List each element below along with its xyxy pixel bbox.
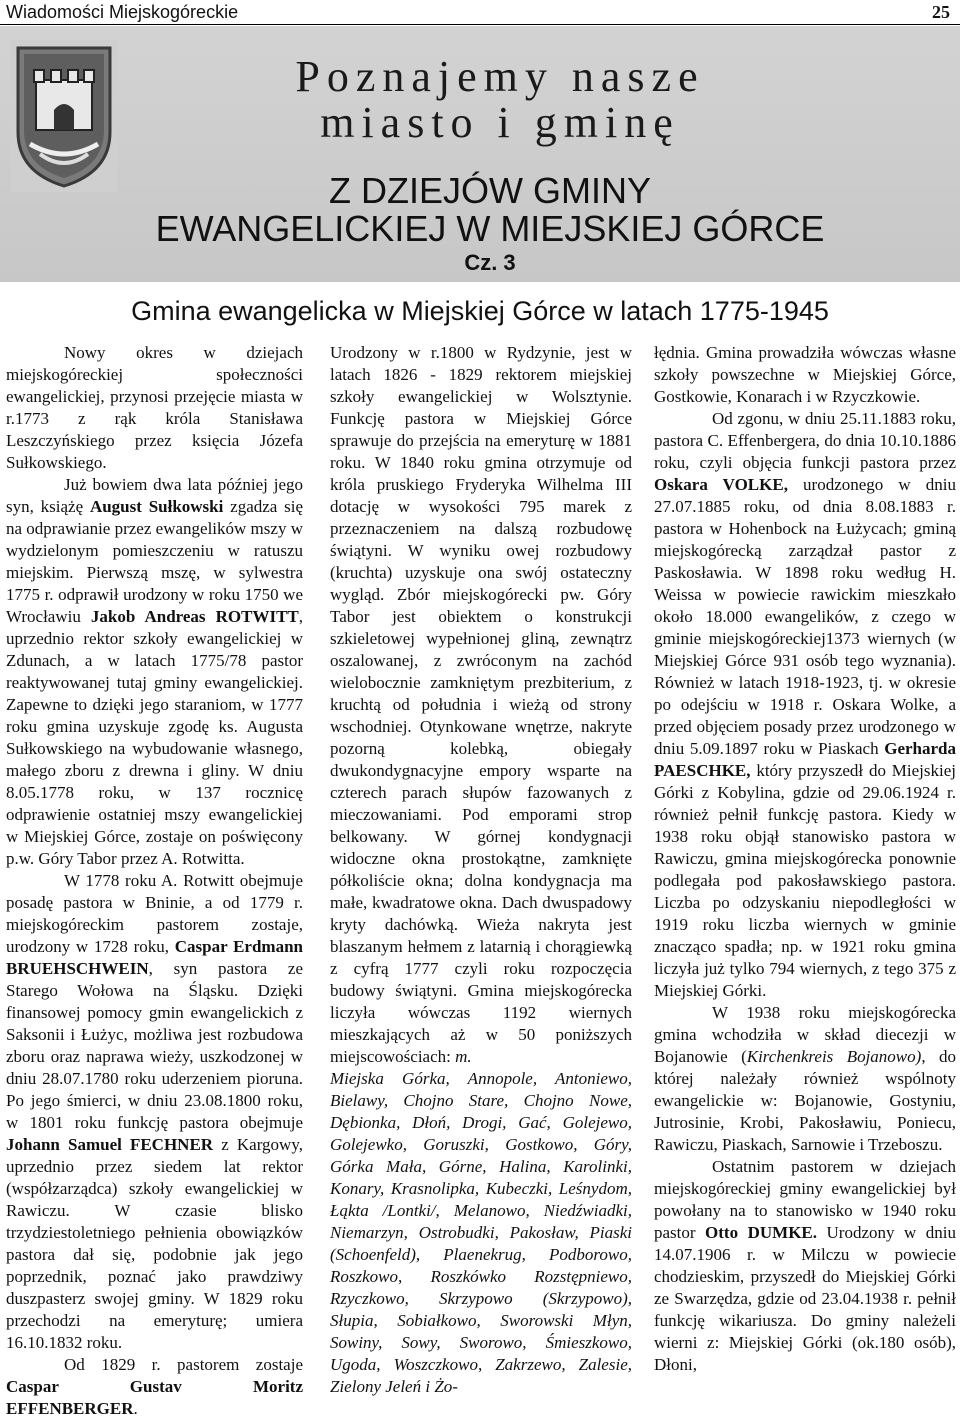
page-number: 25: [932, 2, 950, 22]
paragraph: W 1938 roku miejskogórecka gmina wchodziła w skład diecezji w Bojanowie (Kirchenkreis Bojanowo), do której należały również wspólnoty ewangelickie w: Bojanowie, Gostyniu, Jutrosinie, Krobi, Pakosławiu, Poniecu, Rawiczu, Piaskach, Sarnowie i Trzeboszu.: [654, 1003, 956, 1154]
series-title-line-2: miasto i gminę: [320, 98, 680, 147]
paragraph: Nowy okres w dziejach miejskogóreckiej społeczności ewangelickiej, przynosi przejęcie miasta w r.1773 z rąk króla Stanisława Leszczyńskiego przez księcia Józefa Sułkowskiego.: [6, 343, 303, 472]
article-title-line-1: Z DZIEJÓW GMINY: [329, 170, 651, 211]
text-column-3: [654, 342, 956, 1374]
places-list: Miejska Górka, Annopole, Antoniewo, Bielawy, Chojno Stare, Chojno Nowe, Dębionka, Dłoń, Drogi, Gać, Golejewo, Golejewko, Goruszki, Gostkowo, Góry, Górka Mała, Górne, Halina, Karolinki, Konary, Krasnolipka, Kubeczki, Leśnydom, Łąkta /Lontki/, Melanowo, Niedźwiadki, Niemarzyn, Ostrobudki, Pakosław, Piaski (Schoenfeld), Plaenekrug, Podborowo, Roszkowo, Roszkówko Rozstępniewo, Rzyczkowo, Skrzypowo (Skrzypowo), Słupia, Sobiałkowo, Sworowski Młyn, Sowiny, Sowy, Sworowo, Śmieszkowo, Ugoda, Woszczkowo, Zakrzewo, Zalesie, Zielony Jeleń i Żo-: [330, 1069, 632, 1396]
text-column-2: [330, 342, 632, 1396]
places-prefix: m.: [455, 1047, 472, 1066]
paragraph: Już bowiem dwa lata później jego syn, książę August Sułkowski zgadza się na odprawianie przez ewangelików mszy w wydzielonym pomieszczeniu w ratuszu miejskim. Pierwszą mszę, w sylwestra 1775 r. odprawił urodzony w roku 1750 we Wrocławiu Jakob Andreas ROTWITT, uprzednio rektor szkoły ewangelickiej w Zdunach, a w latach 1775/78 pastor reaktywowanej tutaj gminy ewangelickiej. Zapewne to dzięki jego staraniom, w 1777 roku gmina uzyskuje zgodę ks. Augusta Sułkowskiego na wybudowanie własnego, małego zboru z drewna i gliny. W dniu 8.05.1778 roku, w 137 rocznicę odprawienie ostatniej mszy ewangelickiej w Miejskiej Górce, zostaje on poświęcony p.w. Góry Tabor przez A. Rotwitta.: [6, 475, 304, 868]
person-name: August Sułkowski: [89, 497, 224, 516]
article-subtitle: Gmina ewangelicka w Miejskiej Górce w latach 1775-1945: [131, 296, 829, 326]
series-title-line-1: Poznajemy nasze: [295, 52, 705, 101]
person-name: Jakob Andreas ROTWITT: [90, 607, 299, 626]
person-name: Caspar Erdmann BRUEHSCHWEIN: [6, 937, 303, 978]
person-name: Otto DUMKE.: [705, 1223, 818, 1242]
paragraph: łędnia. Gmina prowadziła wówczas własne szkoły powszechne w Miejskiej Górce, Gostkowie, Konarach i w Rzyczkowie.: [654, 343, 956, 406]
series-title: [200, 54, 800, 146]
text-column-1: [6, 342, 304, 1418]
running-header: [0, 0, 960, 25]
article-title-line-2: EWANGELICKIEJ W MIEJSKIEJ GÓRCE: [155, 208, 825, 249]
paragraph: Od zgonu, w dniu 25.11.1883 roku, pastora C. Effenbergera, do dnia 10.10.1886 roku, czyli objęcia funkcji pastora przez Oskara VOLKE, urodzonego w dniu 27.07.1885 roku, od dnia 8.08.1883 r. pastora w Hohenbock na Łużycach; gminą miejskogórecką zarządzał pastor z Paskosławia. W 1898 roku według H. Weissa w powiecie rawickim mieszkało około 18.000 ewangelików, z czego w gminie miejskogóreckiej1373 wiernych (w Miejskiej Górce 931 osób tego wyznania). Również w latach 1918-1923, tj. w okresie po odejściu w 1918 r. Oskara Wolke, a przed objęciem posady przez urodzonego w dniu 5.09.1897 roku w Piaskach Gerharda PAESCHKE, który przyszedł do Miejskiej Górki z Kobylina, gdzie od 29.06.1924 r. również pełnił funkcję pastora. Kiedy w 1938 roku objął stanowisko pastora w Rawiczu, gmina miejskogórecka ponownie podlegała pod pakosławskiego pastora. Liczba po odzyskaniu niepodległości w 1919 roku liczba wiernych w gminie znacząco spadła; np. w 1921 roku gmina liczyła już tylko 794 wiernych, z tego 375 z Miejskiej Górki.: [654, 409, 956, 1000]
foreign-term: Kirchenkreis Bojanowo): [746, 1047, 922, 1066]
title-banner: [0, 26, 960, 282]
paragraph: Ostatnim pastorem w dziejach miejskogóreckiej gminy ewangelickiej był powołany na to stanowisko w 1940 roku pastor Otto DUMKE. Urodzony w dniu 14.07.1906 r. w Milczu w powiecie chodzieskim, przyszedł do Miejskiej Górki ze Swarzędza, gdzie od 23.04.1938 r. pełnił funkcję wikariusza. Do gminy należeli wierni z: Miejskiej Górki (ok.180 osób), Dłoni,: [654, 1157, 956, 1374]
person-name: Johann Samuel FECHNER: [6, 1135, 214, 1154]
person-name: Oskara VOLKE,: [654, 475, 788, 494]
paragraph: W 1778 roku A. Rotwitt obejmuje posadę pastora w Bninie, a od 1779 r. miejskogóreckim pastorem zostaje, urodzony w 1728 roku, Caspar Erdmann BRUEHSCHWEIN, syn pastora ze Starego Wołowa na Śląsku. Dzięki finansowej pomocy gmin ewangelickich z Saksonii i Łużyc, możliwa jest rozbudowa zboru oraz naprawa wieży, uszkodzonej w dniu 28.07.1780 roku uderzeniem pioruna. Po jego śmierci, w dniu 23.08.1800 roku, w 1801 roku funkcję pastora obejmuje Johann Samuel FECHNER z Kargowy, uprzednio przez siedem lat rektor (współzarządca) szkoły ewangelickiej w Rawiczu. W czasie blisko trzydziestoletniego pełnienia obowiązków pastora dał się, podobnie jak jego poprzednik, poznać jako prawdziwy duszpasterz swojej gminy. W 1829 roku przechodzi na emeryturę; umiera 16.10.1832 roku.: [6, 871, 303, 1352]
paragraph: Od 1829 r. pastorem zostaje Caspar Gustav Moritz EFFENBERGER.: [6, 1355, 303, 1418]
article-title: [120, 172, 860, 248]
town-coat-of-arms-icon: [10, 40, 118, 192]
magazine-name: Wiadomości Miejskogóreckie: [6, 2, 239, 22]
person-name: Caspar Gustav Moritz EFFENBERGER: [6, 1377, 303, 1418]
paragraph: Urodzony w r.1800 w Rydzynie, jest w latach 1826 - 1829 rektorem miejskiej szkoły ewangelickiej w Wolsztynie. Funkcję pastora w Miejskiej Górce sprawuje do przejścia na emeryturę w 1881 roku. W 1840 roku gmina otrzymuje od króla pruskiego Fryderyka Wilhelma III dotację w wysokości 795 marek z przeznaczeniem na dalszą rozbudowę świątyni. W wyniku owej rozbudowy (kruchta) uzyskuje ona swój ostateczny wygląd. Zbór miejskogórecki pw. Góry Tabor jest obiektem o konstrukcji szkieletowej wypełnionej gliną, zewnątrz oszalowanej, z zwróconym na zachód wielobocznie zamkniętym prezbiterium, z kruchtą od południa i wieżą od strony wschodniej. Otynkowane wnętrze, nakryte pozorną kolebką, obiegały dwukondygnacyjne empory wsparte na czterech parach słupów fazowanych z mieczowaniami. Pod emporami strop belkowany. W górnej kondygnacji widoczne okna prostokątne, zamknięte półkoliście okna; dolna kondygnacja ma małe, kwadratowe okna. Dach dwuspadowy kryty dachówką. Wieża nakryta jest blaszanym hełmem z latarnią i chorągiewką z cyfrą 1777 czyli roku rozpoczęcia budowy świątyni. Gmina miejskogórecka liczyła wówczas 1192 wiernych mieszkających aż w 50 poniższych miejscowościach: m.: [330, 343, 632, 1066]
part-label: Cz. 3: [464, 250, 516, 275]
person-name: Gerharda PAESCHKE,: [654, 739, 956, 780]
